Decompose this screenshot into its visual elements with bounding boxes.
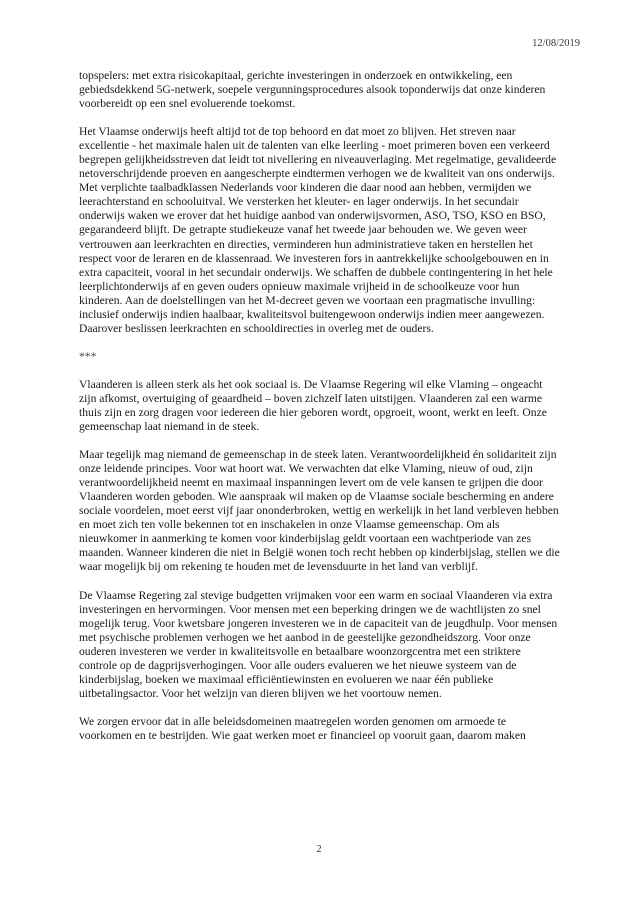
paragraph: topspelers: met extra risicokapitaal, gerichte investeringen in onderzoek en ontwikkeling, een gebiedsdekkend 5G-netwerk, soepele vergunningsprocedures alsook toponderwijs dat onze kinderen voorbereidt op een snel evoluerende toekomst. [79,69,546,111]
paragraph: Maar tegelijk mag niemand de gemeenschap in de steek laten. Verantwoordelijkheid én solidariteit zijn onze leidende principes. Voor wat hoort wat. We verwachten dat elke Vlaming, nieuw of oud, zijn verantwoordelijkheid neemt en maximaal inspanningen levert om de vele kansen te grijpen die door Vlaanderen worden geboden. Wie aanspraak wil maken op de Vlaamse sociale bescherming en andere sociale voordelen, moet eerst vijf jaar ononderbroken, wettig en werkelijk in het land verbleven hebben en moet zich ten volle bekennen tot en inschakelen in onze Vlaamse gemeenschap. Om als nieuwkomer in aanmerking te komen voor kinderbijslag geldt voortaan een wachtperiode van zes maanden. Wanneer kinderen die niet in België wonen toch recht hebben op kinderbijslag, stellen we die waar mogelijk bij om rekening te houden met de levensduurte in het land van verblijf. [79,448,560,574]
document-date: 12/08/2019 [532,38,580,49]
paragraph: We zorgen ervoor dat in alle beleidsdomeinen maatregelen worden genomen om armoede te voorkomen en te bestrijden. Wie gaat werken moet er financieel op vooruit gaan, daarom maken [79,714,526,742]
document-body [79,69,560,757]
paragraph: Het Vlaamse onderwijs heeft altijd tot de top behoord en dat moet zo blijven. Het streven naar excellentie - het maximale halen uit de talenten van elke leerling - moet primeren boven een verkeerd begrepen gelijkheidsstreven dat leidt tot nivellering en niveauverlaging. Met regelmatige, gevalideerde netoverschrijdende proeven en aangescherpte eindtermen verhogen we de kwaliteit van ons onderwijs. Met verplichte taalbadklassen Nederlands voor kinderen die daar nood aan hebben, vermijden we leerachterstand en schooluitval. We versterken het kleuter- en lager onderwijs. In het secundair onderwijs waken we erover dat het huidige aanbod van onderwijsvormen, ASO, TSO, KSO en BSO, gegarandeerd blijft. De getrapte studiekeuze vanaf het tweede jaar behouden we. We geven weer vertrouwen aan leerkrachten en directies, verminderen hun administratieve taken en herstellen het respect voor de leraren en de klassenraad. We investeren fors in aantrekkelijke schoolgebouwen en in extra capaciteit, vooral in het secundair onderwijs. We schaffen de dubbele contingentering in het hele leerplichtonderwijs af en geven ouders opnieuw maximale vrijheid in de schoolkeuze voor hun kinderen. Aan de doelstellingen van het M-decreet geven we voortaan een pragmatische invulling: inclusief onderwijs indien haalbaar, kwaliteitsvol buitengewoon onderwijs indien meer aangewezen. Daarover beslissen leerkrachten en schooldirecties in overleg met de ouders. [79,125,557,335]
page-number: 2 [316,844,322,855]
paragraph: De Vlaamse Regering zal stevige budgetten vrijmaken voor een warm en sociaal Vlaanderen via extra investeringen en hervormingen. Voor mensen met een beperking dringen we de wachtlijsten zo snel mogelijk terug. Voor kwetsbare jongeren investeren we in de capaciteit van de jeugdhulp. Voor mensen met psychische problemen verhogen we het aanbod in de geestelijke gezondheidszorg. Voor onze ouderen investeren we verder in kwaliteitsvolle en betaalbare woonzorgcentra met een striktere controle op de dagprijsverhogingen. Voor alle ouders evalueren we het nieuwe systeem van de kinderbijslag, boeken we maximaal efficiëntiewinsten en evolueren we naar één publieke uitbetalingsactor. Voor het welzijn van dieren blijven we het voortouw nemen. [79,588,558,700]
paragraph: Vlaanderen is alleen sterk als het ook sociaal is. De Vlaamse Regering wil elke Vlaming – ongeacht zijn afkomst, overtuiging of geaardheid – boven zichzelf laten uitstijgen. Vlaanderen zal een warme thuis zijn en zorg dragen voor iedereen die hier geboren wordt, opgroeit, woont, werkt en leeft. Onze gemeenschap laat niemand in de steek. [79,377,547,434]
section-separator: *** [79,349,97,363]
